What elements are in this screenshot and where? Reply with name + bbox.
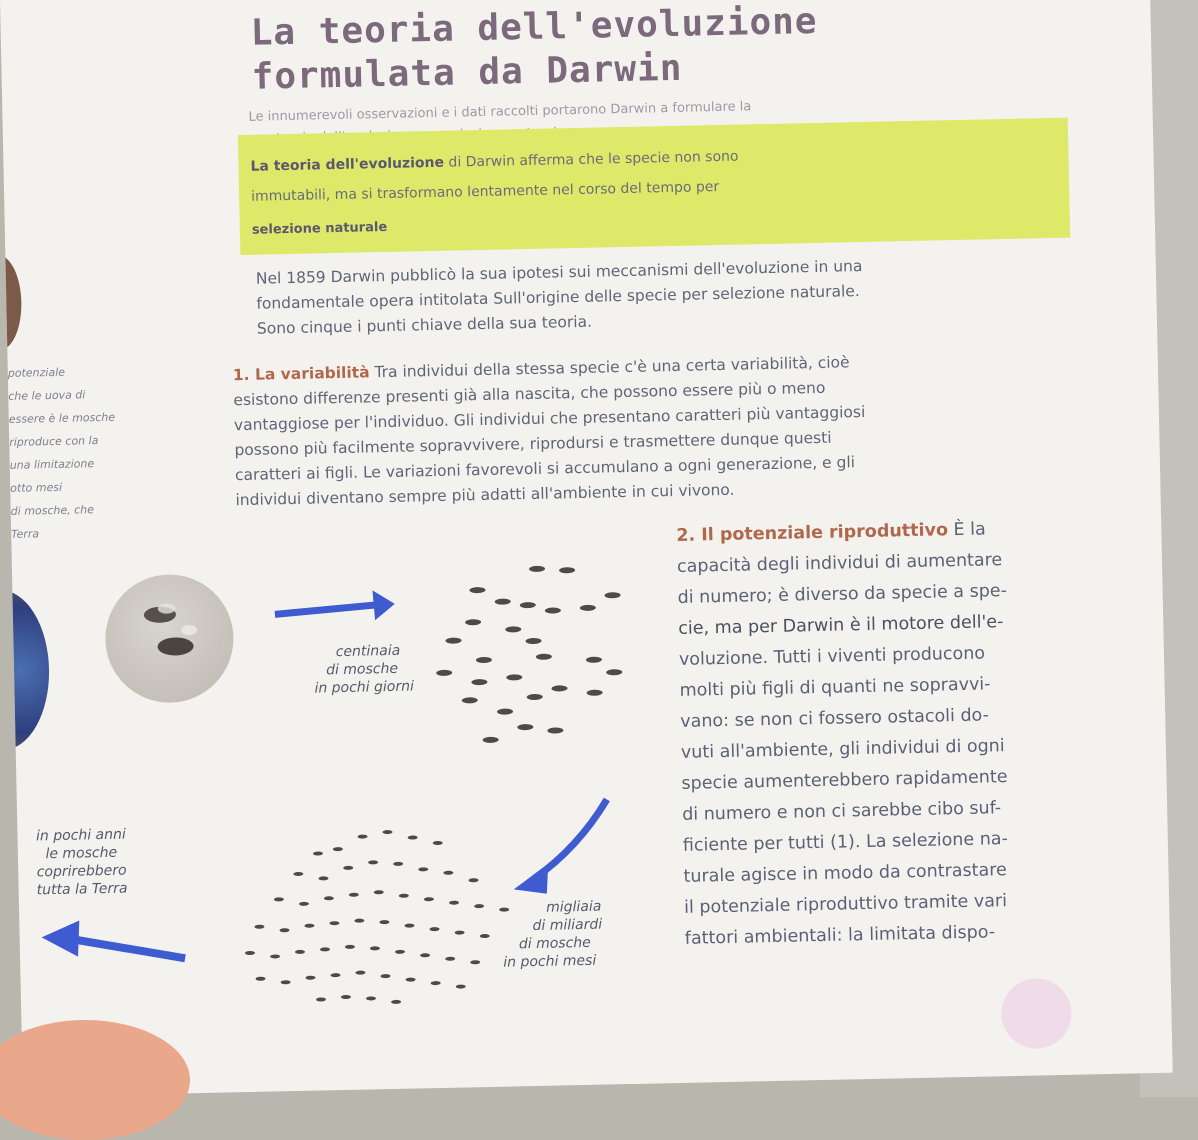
section2-line7: vuti all'ambiente, gli individui di ogni [680, 736, 1005, 763]
arrow-to-miliardi [532, 799, 609, 879]
arrow-head-3 [41, 921, 80, 958]
label-terra-line3: coprirebbero [36, 862, 127, 881]
section1-line4: possono più facilmente sopravvivere, riprodursi e trasmettere dunque questi [234, 428, 832, 460]
margin-note-3: essere è le mosche [8, 410, 116, 426]
label-terra [35, 826, 127, 900]
arrow-to-centinaia [275, 604, 385, 614]
finger-in-photo [0, 1020, 190, 1140]
section2-line10: ficiente per tutti (1). La selezione na- [682, 829, 1009, 856]
section2-line12: il potenziale riproduttivo tramite vari [683, 891, 1008, 918]
section2-line1: capacità degli individui di aumentare [676, 550, 1003, 577]
label-terra-line1: in pochi anni [35, 826, 126, 845]
miliardi-flies [243, 828, 512, 1008]
intro-line1: Le innumerevoli osservazioni e i dati raccolti portarono Darwin a formulare la [248, 99, 752, 125]
section2-title: 2. Il potenziale riproduttivo [676, 520, 949, 546]
page-title-line1: La teoria dell'evoluzione [250, 0, 818, 54]
definition-term: La teoria dell'evoluzione [250, 154, 445, 175]
margin-note-6: otto mesi [10, 480, 63, 495]
label-miliardi [503, 898, 603, 972]
section1-line6: individui diventano sempre più adatti all'ambiente in cui vivono. [235, 480, 735, 510]
label-centinaia-line1: centinaia [335, 642, 401, 661]
section2-line11: turale agisce in modo da contrastare [683, 860, 1008, 887]
arrow-head-2 [513, 864, 549, 895]
paragraph-line2: fondamentale opera intitolata Sull'origine delle specie per selezione naturale. [256, 282, 860, 313]
section2-line3: cie, ma per Darwin è il motore dell'e- [678, 612, 1004, 639]
centinaia-flies [434, 564, 624, 744]
definition-box [238, 118, 1070, 255]
section2-line5: molti più figli di quanti ne sopravvi- [679, 674, 991, 701]
definition-line2: immutabili, ma si trasformano lentamente nel corso del tempo per [251, 178, 720, 205]
paragraph-line1: Nel 1859 Darwin pubblicò la sua ipotesi sui meccanismi dell'evoluzione in una [255, 257, 863, 288]
section2-line6: vano: se non ci fossero ostacoli do- [680, 705, 990, 732]
section2-line9: di numero e non ci sarebbe cibo suf- [682, 798, 1002, 825]
pink-smudge [1001, 978, 1072, 1049]
label-miliardi-line1: migliaia [545, 898, 602, 916]
arrow-head-1 [372, 590, 395, 620]
label-centinaia [314, 641, 415, 697]
arrow-to-terra [70, 936, 185, 960]
margin-note-5: una limitazione [9, 457, 95, 472]
section1-line3: vantaggiose per l'individuo. Gli individui che presentano caratteri più vantaggiosi [233, 402, 866, 435]
left-edge-object [0, 255, 22, 351]
label-terra-line2: le mosche [45, 844, 118, 863]
section2-line4: voluzione. Tutti i viventi producono [678, 643, 986, 670]
margin-note-2: che le uova di [8, 388, 86, 403]
paragraph-line3: Sono cinque i punti chiave della sua teoria. [256, 312, 593, 338]
section1-title: 1. La variabilità [232, 363, 370, 385]
section1-line2: esistono differenze presenti già alla nascita, che possono essere più o meno [233, 378, 826, 410]
margin-note-4: riproduce con la [9, 434, 99, 449]
definition-line3: selezione naturale [251, 219, 388, 238]
margin-note-8: Terra [11, 527, 40, 541]
page-title-line2: formulata da Darwin [251, 47, 683, 98]
margin-note-1: potenziale [7, 365, 66, 380]
section1-line5: caratteri ai figli. Le variazioni favorevoli si accumulano a ogni generazione, e gli [234, 453, 856, 485]
section2-line13: fattori ambientali: la limitata dispo- [684, 922, 996, 949]
label-miliardi-line2: di miliardi [532, 916, 603, 935]
section2-title-rest: È la [953, 519, 986, 541]
label-centinaia-line3: in pochi giorni [314, 678, 415, 697]
label-centinaia-line2: di mosche [325, 660, 399, 679]
section2-line8: specie aumenterebbero rapidamente [681, 767, 1008, 794]
section2-line2: di numero; è diverso da specie a spe- [677, 581, 1008, 608]
section1-line1-rest: Tra individui della stessa specie c'è una certa variabilità, cioè [374, 353, 850, 382]
margin-note-7: di mosche, che [10, 503, 95, 518]
definition-line1-rest: di Darwin afferma che le specie non sono [443, 148, 739, 171]
label-miliardi-line4: in pochi mesi [503, 952, 597, 971]
label-terra-line4: tutta la Terra [36, 880, 128, 899]
label-miliardi-line3: di mosche [518, 934, 591, 953]
